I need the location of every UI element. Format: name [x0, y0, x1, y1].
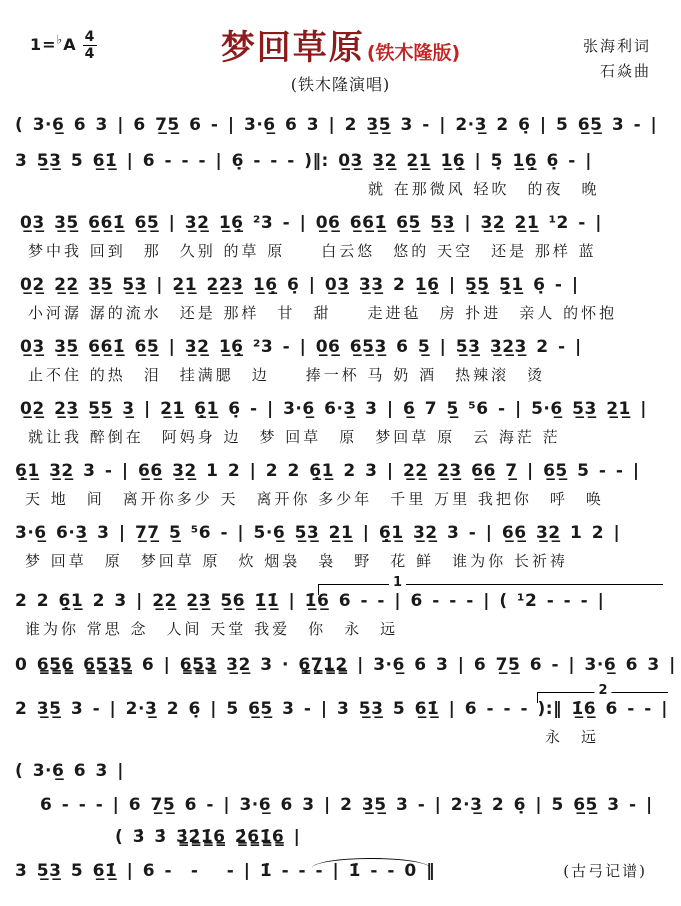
time-signature	[83, 30, 98, 61]
notation-row: 2 2 6̣̲1̲ 2 3 | 2̲2̲ 2̲3̲ 5̲6̲ 1̲̇1̲̇ | 1̲̇6̲ 6 - - | 6 - - - | ( ¹2 - - - |	[15, 591, 605, 611]
score-line-10	[0, 650, 681, 680]
lyrics-row: 小河潺 潺的流水 还是 那样 甘 甜 走进毡 房 扑进 亲人 的怀抱	[28, 304, 618, 322]
music-score	[0, 110, 681, 886]
score-line-13	[0, 790, 681, 820]
sheet-header	[0, 12, 681, 98]
score-line-6	[0, 394, 681, 448]
notation-row: ( 3̇ 3̇ 3̳̇2̳̇1̳̇6̳ 2̳̇6̳1̳̇6̳ |	[115, 827, 301, 847]
score-line-14	[0, 822, 681, 852]
notation-row: 0 6̳5̳6̳ 6̳5̳3̳5̳ 6 | 6̳5̳3̳ 3̲2̲ 3 · 6̣̳7̣̳1̳2̳ | 3·6̲ 6 3 | 6 7̲5̲ 6 - | 3·6̲ 6 3 |	[15, 655, 676, 675]
lyricist-credit: 张海利词	[582, 37, 651, 55]
notation-row: ( 3·6̲ 6 3 |	[15, 761, 124, 781]
credits	[583, 34, 651, 84]
second-ending-bracket	[537, 683, 668, 703]
score-line-5	[0, 332, 681, 386]
notation-row: 0̲2̲ 2̲2̲ 3̲5̲ 5̲3̲ | 2̲1̲ 2̲2̲3̲ 1̲6̣̲ 6̣ | 0̲3̲ 3̲3̲ 2 1̲6̣̲ | 5̣̲5̣̲ 5̣̲1̲ 6̣ - |	[20, 275, 579, 295]
time-signature-denominator: 4	[84, 46, 96, 62]
score-line-15	[0, 856, 681, 886]
second-ending-label: 2	[594, 684, 611, 698]
lyrics-row: 天 地 间 离开你多少 天 离开你 多少年 千里 万里 我把你 呼 唤	[25, 490, 604, 508]
notation-row: 6̣̲1̲ 3̲2̲ 3 - | 6̲6̲ 3̲2̲ 1 2 | 2 2 6̣̲1̲ 2 3 | 2̲2̲ 2̲3̲ 6̲6̲ 7̲ | 6̲5̲ 5 - - |	[15, 461, 640, 481]
score-line-7	[0, 456, 681, 510]
notation-row: 3 5̲3̲ 5 6̲1̲̇ | 6 - - - | 1̇ - - - | 1̇ - - 0 ‖	[15, 861, 436, 881]
score-line-12	[0, 756, 681, 786]
lyrics-row: 永 远	[545, 728, 600, 746]
time-signature-numerator: 4	[84, 29, 96, 45]
lyrics-row: 梦 回草 原 梦回草 原 炊 烟袅 袅 野 花 鲜 谁为你 长祈祷	[25, 552, 568, 570]
composer-credit: 石焱曲	[599, 62, 651, 80]
score-line-2	[0, 146, 681, 200]
lyrics-row: 止不住 的热 泪 挂满腮 边 捧一杯 马 奶 酒 热辣滚 烫	[28, 366, 546, 384]
notation-row: ( 3·6̲ 6 3 | 6 7̲5̲ 6 - | 3·6̲ 6 3 | 2 3̲5̲ 3 - | 2·3̲ 2 6̣ | 5 6̲5̲ 3 - |	[15, 115, 658, 135]
page-title: 梦回草原	[220, 28, 365, 68]
lyrics-row: 梦中我 回到 那 久别 的草 原 白云悠 悠的 天空 还是 那样 蓝	[28, 242, 597, 260]
lyrics-row: 就让我 醉倒在 阿妈身 边 梦 回草 原 梦回草 原 云 海茫 茫	[28, 428, 561, 446]
score-line-3	[0, 208, 681, 262]
key-prefix: 1=	[30, 35, 57, 54]
flat-symbol: ♭	[56, 32, 64, 47]
score-line-11	[0, 683, 681, 748]
score-line-1	[0, 110, 681, 140]
key-note: A	[63, 35, 77, 54]
score-line-4	[0, 270, 681, 324]
first-ending-bracket	[318, 575, 663, 595]
lyrics-row: 谁为你 常思 念 人间 天堂 我爱 你 永 远	[25, 620, 399, 638]
notation-row: 0̲3̲ 3̲5̲ 6̲6̲1̲̇ 6̲5̲ | 3̲2̲ 1̲6̣̲ ²3 - | 0̲6̲ 6̲6̲1̲̇ 6̲5̲ 5̲3̲ | 3̲2̲ 2̲1̲ ¹2 - |	[20, 213, 602, 233]
score-footer-note: (古弓记谱)	[563, 862, 647, 880]
score-line-9	[0, 575, 681, 640]
lyrics-row: 就 在那微风 轻吹 的夜 晚	[368, 180, 600, 198]
notation-row: 0̲2̲ 2̲3̲ 5̲5̲ 3̲ | 2̲1̲ 6̣̲1̲ 6̣ - | 3·6̲ 6·3̲ 3 | 6̲ 7 5̲ ⁵6 - | 5·6̲ 5̲3̲ 2̲1̲ |	[20, 399, 647, 419]
key-signature	[30, 30, 97, 61]
notation-row: 2 3̲5̲ 3 - | 2·3̲ 2 6̣ | 5 6̲5̲ 3 - | 3 5̲3̲ 5 6̲1̲̇ | 6 - - - ):‖ 1̲̇6̲ 6 - - |	[15, 699, 668, 719]
notation-row: 6 - - - | 6 7̲5̲ 6 - | 3·6̲ 6 3 | 2 3̲5̲ 3 - | 2·3̲ 2 6̣ | 5 6̲5̲ 3 - |	[40, 795, 653, 815]
score-line-8	[0, 518, 681, 572]
notation-row: 3 5̲3̲ 5 6̲1̲̇ | 6 - - - | 6̣ - - - )‖: 0̲3̲ 3̲2̲ 2̲1̲ 1̲6̣̲ | 5̣ 1̲6̣̲ 6̣ - |	[15, 151, 592, 171]
notation-row: 0̲3̲ 3̲5̲ 6̲6̲1̲̇ 6̲5̲ | 3̲2̲ 1̲6̣̲ ²3 - | 0̲6̲ 6̲5̲3̲ 6 5̲ | 5̲3̲ 3̲2̲3̲ 2 - |	[20, 337, 582, 357]
notation-row: 3·6̲ 6·3̲ 3 | 7̲7̲ 5̲ ⁵6 - | 5·6̲ 5̲3̲ 2̲1̲ | 6̣̲1̲ 3̲2̲ 3 - | 6̲6̲ 3̲2̲ 1 2 |	[15, 523, 621, 543]
performer-subtitle: (铁木隆演唱)	[290, 75, 391, 94]
first-ending-label: 1	[389, 576, 406, 590]
title-version-badge: (铁木隆版)	[366, 42, 461, 64]
